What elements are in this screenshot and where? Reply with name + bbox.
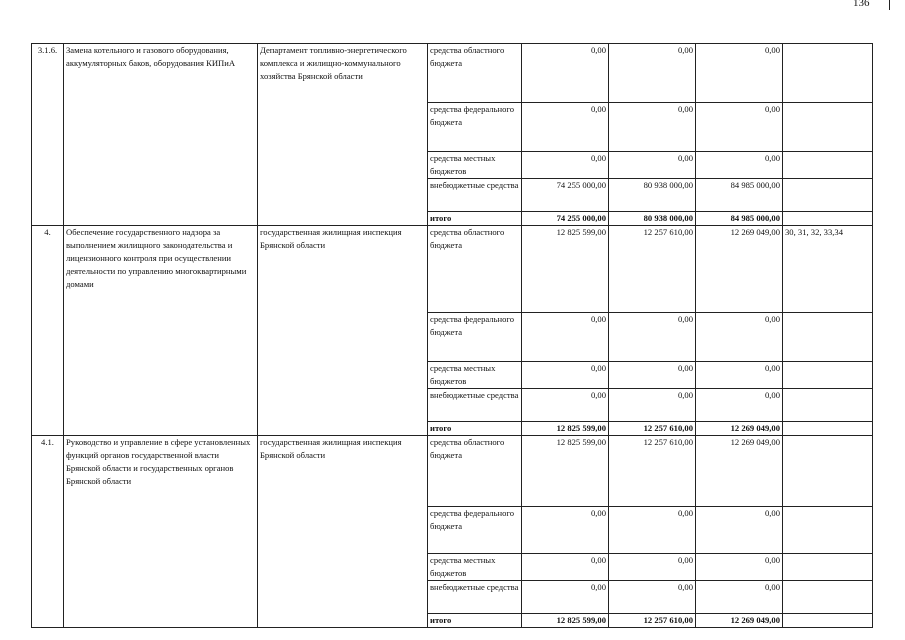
funding-source-label: средства федерального бюджета [428,103,522,152]
amount-year-2: 12 257 610,00 [609,422,696,436]
amount-year-3: 0,00 [696,581,783,614]
item-name: Обеспечение государственного надзора за выполнением жилищного законодательства и лицензионного контроля при осуществлении деятельности по управлению многоквартирными домами [64,226,258,436]
funding-source-label: внебюджетные средства [428,179,522,212]
amount-year-2: 0,00 [609,103,696,152]
amount-year-1: 0,00 [522,313,609,362]
funding-source-label: итого [428,422,522,436]
funding-source-label: итого [428,212,522,226]
item-name: Руководство и управление в сфере установленных функций органов государственной власти Брянской области и государственных органов Брянской области [64,436,258,628]
amount-year-1: 74 255 000,00 [522,179,609,212]
funding-source-label: средства местных бюджетов [428,362,522,389]
indicator-refs: 30, 31, 32, 33,34 [783,226,873,313]
amount-year-2: 0,00 [609,152,696,179]
amount-year-1: 0,00 [522,507,609,554]
funding-source-label: средства местных бюджетов [428,152,522,179]
indicator-refs [783,422,873,436]
amount-year-1: 74 255 000,00 [522,212,609,226]
amount-year-1: 12 825 599,00 [522,614,609,628]
item-executor: государственная жилищная инспекция Брянской области [258,436,428,628]
amount-year-3: 12 269 049,00 [696,614,783,628]
indicator-refs [783,212,873,226]
source-row [32,226,873,313]
indicator-refs [783,507,873,554]
amount-year-2: 0,00 [609,581,696,614]
item-code: 3.1.6. [32,44,64,226]
item-executor: Департамент топливно-энергетического комплекса и жилищно-коммунального хозяйства Брянской области [258,44,428,226]
item-name: Замена котельного и газового оборудования, аккумуляторных баков, оборудования КИПиА [64,44,258,226]
funding-source-label: средства федерального бюджета [428,507,522,554]
amount-year-3: 0,00 [696,554,783,581]
funding-source-label: средства областного бюджета [428,436,522,507]
indicator-refs [783,436,873,507]
amount-year-1: 0,00 [522,362,609,389]
indicator-refs [783,152,873,179]
amount-year-2: 12 257 610,00 [609,436,696,507]
amount-year-3: 12 269 049,00 [696,436,783,507]
indicator-refs [783,362,873,389]
indicator-refs [783,179,873,212]
amount-year-2: 80 938 000,00 [609,179,696,212]
amount-year-1: 0,00 [522,152,609,179]
funding-source-label: средства областного бюджета [428,44,522,103]
amount-year-1: 0,00 [522,554,609,581]
funding-source-label: средства местных бюджетов [428,554,522,581]
amount-year-3: 0,00 [696,362,783,389]
funding-source-label: итого [428,614,522,628]
funding-source-label: средства федерального бюджета [428,313,522,362]
indicator-refs [783,554,873,581]
amount-year-3: 0,00 [696,103,783,152]
amount-year-2: 80 938 000,00 [609,212,696,226]
amount-year-3: 12 269 049,00 [696,226,783,313]
amount-year-3: 0,00 [696,152,783,179]
indicator-refs [783,44,873,103]
amount-year-2: 0,00 [609,507,696,554]
funding-source-label: внебюджетные средства [428,389,522,422]
indicator-refs [783,614,873,628]
amount-year-2: 0,00 [609,554,696,581]
amount-year-2: 0,00 [609,389,696,422]
page-edge-rule [889,0,890,10]
item-code: 4.1. [32,436,64,628]
item-code: 4. [32,226,64,436]
amount-year-1: 0,00 [522,44,609,103]
amount-year-1: 12 825 599,00 [522,422,609,436]
amount-year-1: 12 825 599,00 [522,226,609,313]
amount-year-3: 0,00 [696,507,783,554]
amount-year-3: 0,00 [696,313,783,362]
indicator-refs [783,581,873,614]
source-row [32,44,873,103]
amount-year-3: 0,00 [696,389,783,422]
indicator-refs [783,389,873,422]
funding-source-label: внебюджетные средства [428,581,522,614]
page-number: 136 [853,0,870,9]
amount-year-2: 0,00 [609,44,696,103]
amount-year-3: 84 985 000,00 [696,179,783,212]
amount-year-2: 12 257 610,00 [609,614,696,628]
amount-year-1: 0,00 [522,581,609,614]
budget-table [31,43,873,628]
amount-year-2: 0,00 [609,313,696,362]
amount-year-1: 0,00 [522,389,609,422]
amount-year-1: 0,00 [522,103,609,152]
amount-year-2: 0,00 [609,362,696,389]
indicator-refs [783,313,873,362]
funding-source-label: средства областного бюджета [428,226,522,313]
item-executor: государственная жилищная инспекция Брянской области [258,226,428,436]
amount-year-1: 12 825 599,00 [522,436,609,507]
amount-year-3: 84 985 000,00 [696,212,783,226]
source-row [32,436,873,507]
amount-year-2: 12 257 610,00 [609,226,696,313]
indicator-refs [783,103,873,152]
amount-year-3: 0,00 [696,44,783,103]
amount-year-3: 12 269 049,00 [696,422,783,436]
